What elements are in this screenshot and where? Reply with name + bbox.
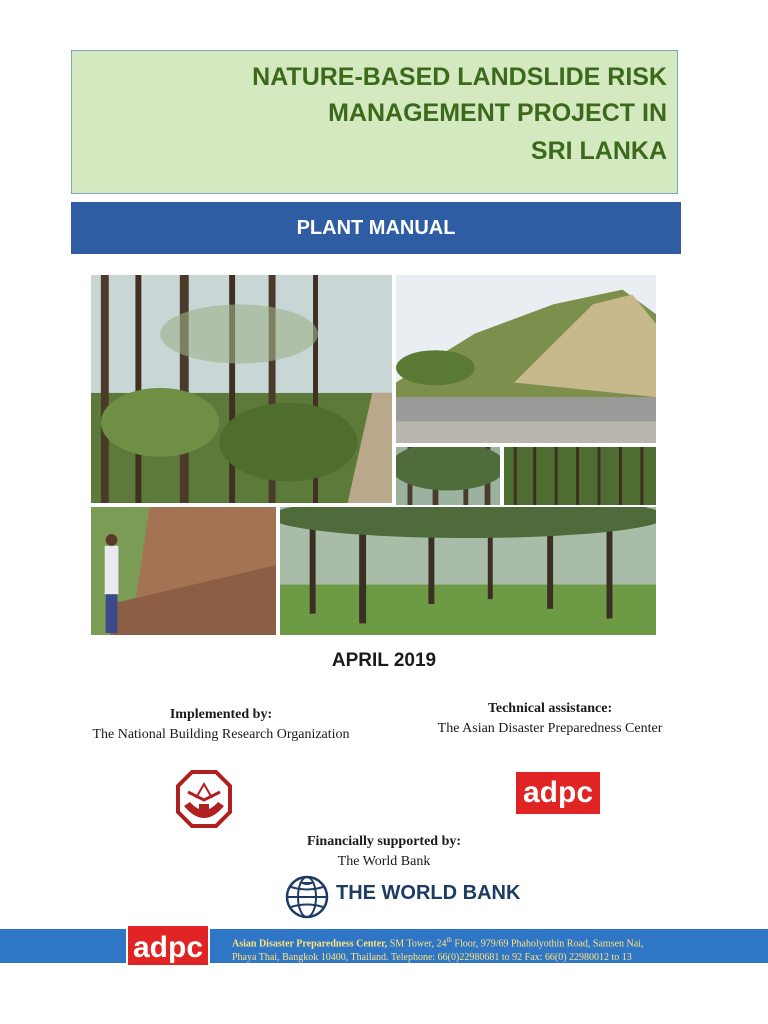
footer-org-name: Asian Disaster Preparedness Center, xyxy=(232,938,388,950)
title-line-1: NATURE-BASED LANDSLIDE RISK xyxy=(252,63,667,91)
slope-planting-photo xyxy=(89,505,278,637)
highway-slope-photo xyxy=(394,273,658,445)
forest-road-photo xyxy=(89,273,394,505)
pine-meadow-photo xyxy=(278,505,658,637)
adpc-logo: adpc xyxy=(516,772,600,814)
world-bank-globe-icon xyxy=(285,874,329,920)
financially-supported-label: Financially supported by: xyxy=(306,834,462,849)
world-bank-wordmark: THE WORLD BANK xyxy=(336,882,521,904)
implemented-by-value: The National Building Research Organization xyxy=(92,727,350,742)
technical-assistance-value: The Asian Disaster Preparedness Center xyxy=(437,721,663,736)
technical-assistance-label: Technical assistance: xyxy=(487,701,613,716)
footer-address-line-1-post: Floor, 979/69 Phaholyothin Road, Samsen Nai, xyxy=(451,938,644,950)
title-line-2: MANAGEMENT PROJECT IN xyxy=(328,99,667,127)
implemented-by-label: Implemented by: xyxy=(169,707,273,722)
footer-address-line-1 xyxy=(232,933,762,951)
publication-date: APRIL 2019 xyxy=(331,650,437,671)
financially-supported-block xyxy=(280,832,488,872)
footer-address-line-2: Phaya Thai, Bangkok 10400, Thailand. Telephone: 66(0)22980681 to 92 Fax: 66(0) 22980012 to 13 xyxy=(232,952,632,964)
technical-assistance-block xyxy=(406,699,694,739)
implemented-by-block xyxy=(60,705,382,745)
financially-supported-value: The World Bank xyxy=(337,854,431,869)
title-box xyxy=(71,50,678,194)
nbro-logo xyxy=(174,768,234,832)
footer-address xyxy=(232,933,762,965)
footer-adpc-logo: adpc xyxy=(126,924,210,967)
footer-address-line-1-pre: SM Tower, 24 xyxy=(387,938,447,950)
footer-address-line-1-sup: th xyxy=(446,936,452,944)
title-line-3: SRI LANKA xyxy=(530,137,667,165)
subtitle-bar: PLANT MANUAL xyxy=(71,202,681,254)
